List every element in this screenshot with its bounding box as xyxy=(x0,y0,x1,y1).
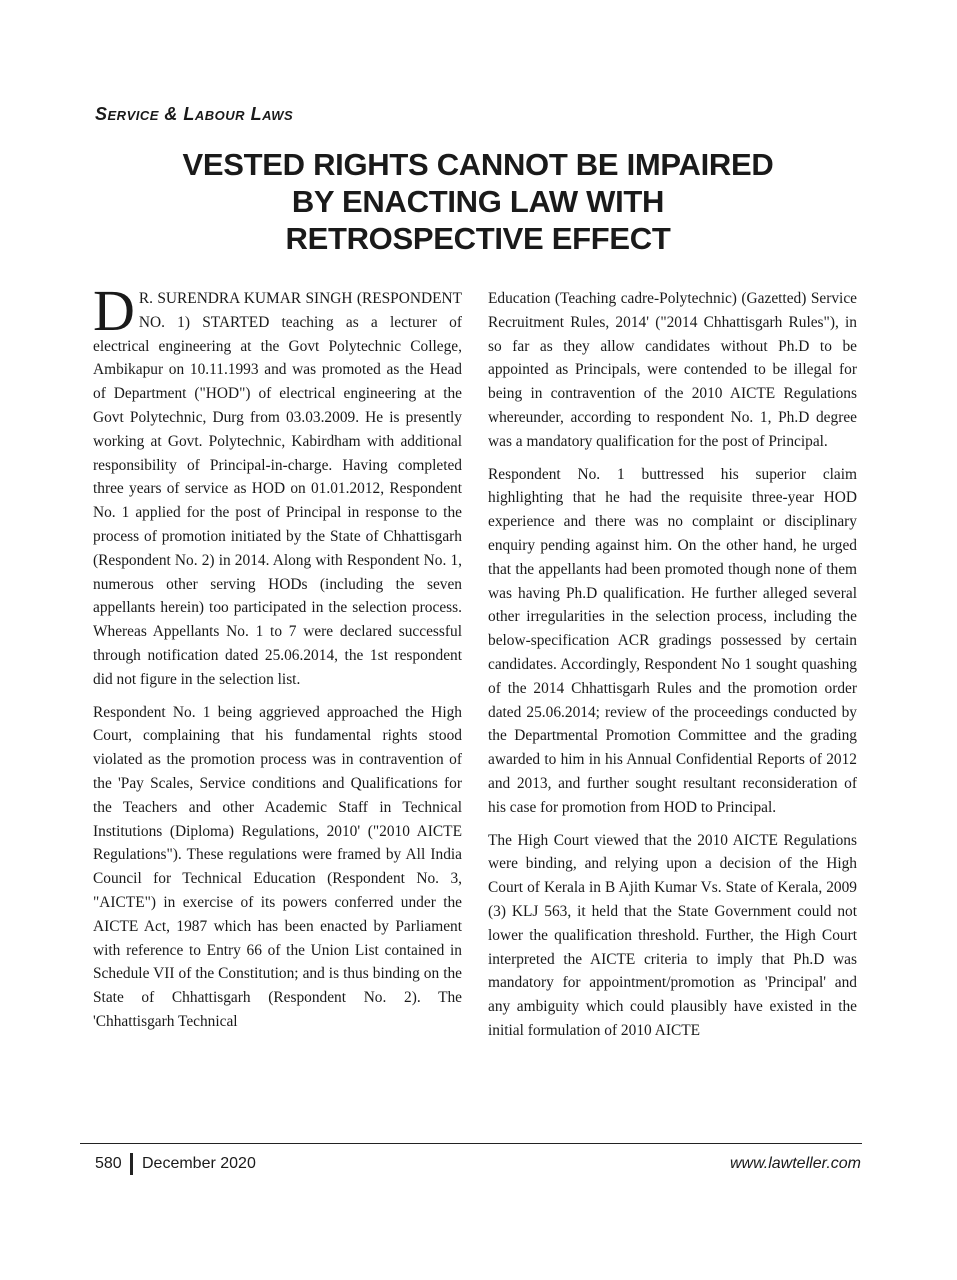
paragraph: Education (Teaching cadre-Polytechnic) (Gazetted) Service Recruitment Rules, 2014' ("2014 Chhattisgarh Rules"), in so far as they allow candidates without Ph.D to be appointed as Principals, were contended to be illegal for being in contravention of the 2010 AICTE Regulations whereunder, according to respondent No. 1, Ph.D degree was a mandatory qualification for the post of Principal. xyxy=(488,290,857,450)
website-link[interactable]: www.lawteller.com xyxy=(730,1155,861,1172)
paragraph: Respondent No. 1 being aggrieved approached the High Court, complaining that his fundamental rights stood violated as the promotion process was in contravention of the 'Pay Scales, Service conditions and Qualifications for the Teachers and other Academic Staff in Technical Institutions (Diploma) Regulations, 2010' ("2010 AICTE Regulations"). These regulations were framed by All India Council for Technical Education (Respondent No. 3, "AICTE") in exercise of its powers conferred under the AICTE Act, 1987 which has been enacted by Parliament with reference to Entry 66 of the Union List contained in Schedule VII of the Constitution; and is thus binding on the State of Chhattisgarh (Respondent No. 2). The 'Chhattisgarh Technical xyxy=(93,703,462,1030)
drop-cap: D xyxy=(93,278,135,343)
footer-rule xyxy=(80,1143,862,1144)
left-column xyxy=(93,278,462,1043)
footer-divider xyxy=(130,1153,133,1175)
paragraph: The High Court viewed that the 2010 AICTE Regulations were binding, and relying upon a decision of the High Court of Kerala in B Ajith Kumar Vs. State of Kerala, 2009 (3) KLJ 563, it held that the State Government could not lower the qualification threshold. Further, the High Court interpreted the AICTE criteria to imply that Ph.D was mandatory for appointment/promotion as 'Principal' and any ambiguity which could plausibly have existed in the initial formulation of 2010 AICTE xyxy=(488,831,857,1039)
page-footer xyxy=(95,1155,861,1177)
right-column xyxy=(488,287,857,1052)
paragraph-text: R. SURENDRA KUMAR SINGH (RESPONDENT NO. 1) STARTED teaching as a lecturer of electrical engineering at the Govt Polytechnic College, Ambikapur on 10.11.1993 and was promoted as the Head of Department ("HOD") of electrical engineering at the Govt Polytechnic, Durg from 03.03.2009. He is presently working at Govt. Polytechnic, Kabirdham with additional responsibility of Principal-in-charge. Having completed three years of service as HOD on 01.01.2012, Respondent No. 1 applied for the post of Principal in response to the process of promotion initiated by the State of Chhattisgarh (Respondent No. 2) in 2014. Along with Respondent No. 1, numerous other serving HODs (including the seven appellants herein) too participated in the selection process. Whereas Appellants No. 1 to 7 were declared successful through notification dated 25.06.2014, the 1st respondent did not figure in the selection list. xyxy=(93,290,462,688)
article-title: VESTED RIGHTS CANNOT BE IMPAIRED BY ENACTING LAW WITH RETROSPECTIVE EFFECT xyxy=(182,147,774,256)
issue-date: December 2020 xyxy=(142,1155,256,1172)
paragraph: Respondent No. 1 buttressed his superior claim highlighting that he had the requisite three-year HOD experience and there was no complaint or disciplinary enquiry pending against him. On the other hand, he urged that the appellants had been promoted though none of them was having Ph.D qualification. He further alleged several other irregularities in the selection process, including the below-specification ACR gradings possessed by certain candidates. Accordingly, Respondent No 1 sought quashing of the 2014 Chhattisgarh Rules and the promotion order dated 25.06.2014; review of the proceedings conducted by the Departmental Promotion Committee and the grading awarded to him in his Annual Confidential Reports of 2012 and 2013, and further sought resultant reconsideration of his case for promotion from HOD to Principal. xyxy=(488,465,857,816)
paragraph xyxy=(93,278,462,692)
page-number: 580 xyxy=(95,1155,122,1172)
section-label: Service & Labour Laws xyxy=(95,104,294,124)
